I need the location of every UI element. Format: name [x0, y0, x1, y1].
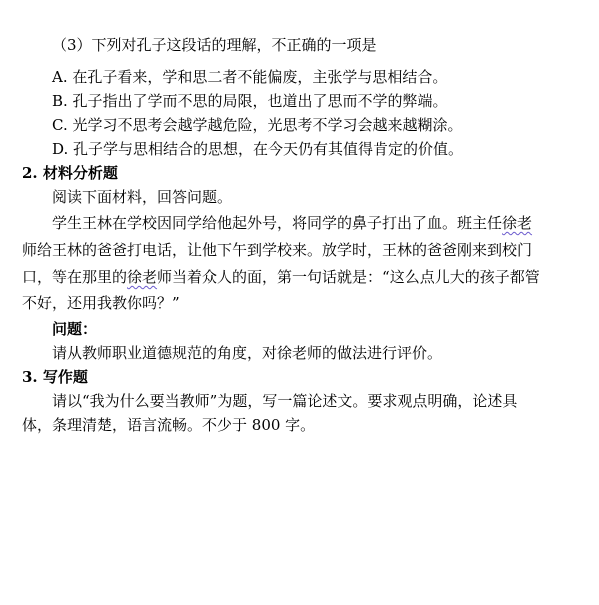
section3-prompt-line1: 请以“我为什么要当教师”为题，写一篇论述文。要求观点明确，论述具	[52, 392, 518, 410]
teacher-name-underlined: 徐老	[502, 214, 533, 232]
material-line-2	[22, 240, 532, 260]
section2-instruction: 阅读下面材料，回答问题。	[52, 188, 233, 206]
section2-question-text: 请从教师职业道德规范的角度，对徐老师的做法进行评价。	[52, 344, 443, 362]
material-text: 师当着众人的面，第一句话就是：“这么点儿大的孩子都管	[157, 268, 540, 286]
question3-stem: （3）下列对孔子这段话的理解，不正确的一项是	[52, 36, 377, 54]
material-text: 口，等在那里的	[22, 268, 128, 286]
material-text: 学生王林在学校因同学给他起外号，将同学的鼻子打出了血。班主任	[52, 214, 503, 232]
section3-prompt-line2: 体，条理清楚，语言流畅。不少于 800 字。	[22, 416, 316, 434]
option-a: A. 在孔子看来，学和思二者不能偏废，主张学与思相结合。	[52, 68, 448, 86]
section2-number: 2.	[22, 164, 38, 182]
option-d: D. 孔子学与思相结合的思想，在今天仍有其值得肯定的价值。	[52, 140, 464, 158]
material-text: 不好，还用我教你吗？”	[22, 294, 180, 312]
material-line-4	[22, 293, 180, 313]
material-line-1	[52, 213, 532, 233]
section3-number: 3.	[22, 368, 38, 386]
material-text: 师给王林的爸爸打电话，让他下午到学校来。放学时，王林的爸爸刚来到校门	[22, 241, 533, 259]
option-c: C. 光学习不思考会越学越危险，光思考不学习会越来越糊涂。	[52, 116, 463, 134]
section2-question-label: 问题：	[52, 320, 98, 338]
section3-heading	[22, 367, 88, 387]
teacher-name-underlined: 徐老	[127, 268, 158, 286]
section2-title: 材料分析题	[42, 164, 118, 182]
section2-heading	[22, 163, 118, 183]
option-b: B. 孔子指出了学而不思的局限，也道出了思而不学的弊端。	[52, 92, 448, 110]
section3-title: 写作题	[42, 368, 88, 386]
material-line-3	[22, 267, 540, 287]
